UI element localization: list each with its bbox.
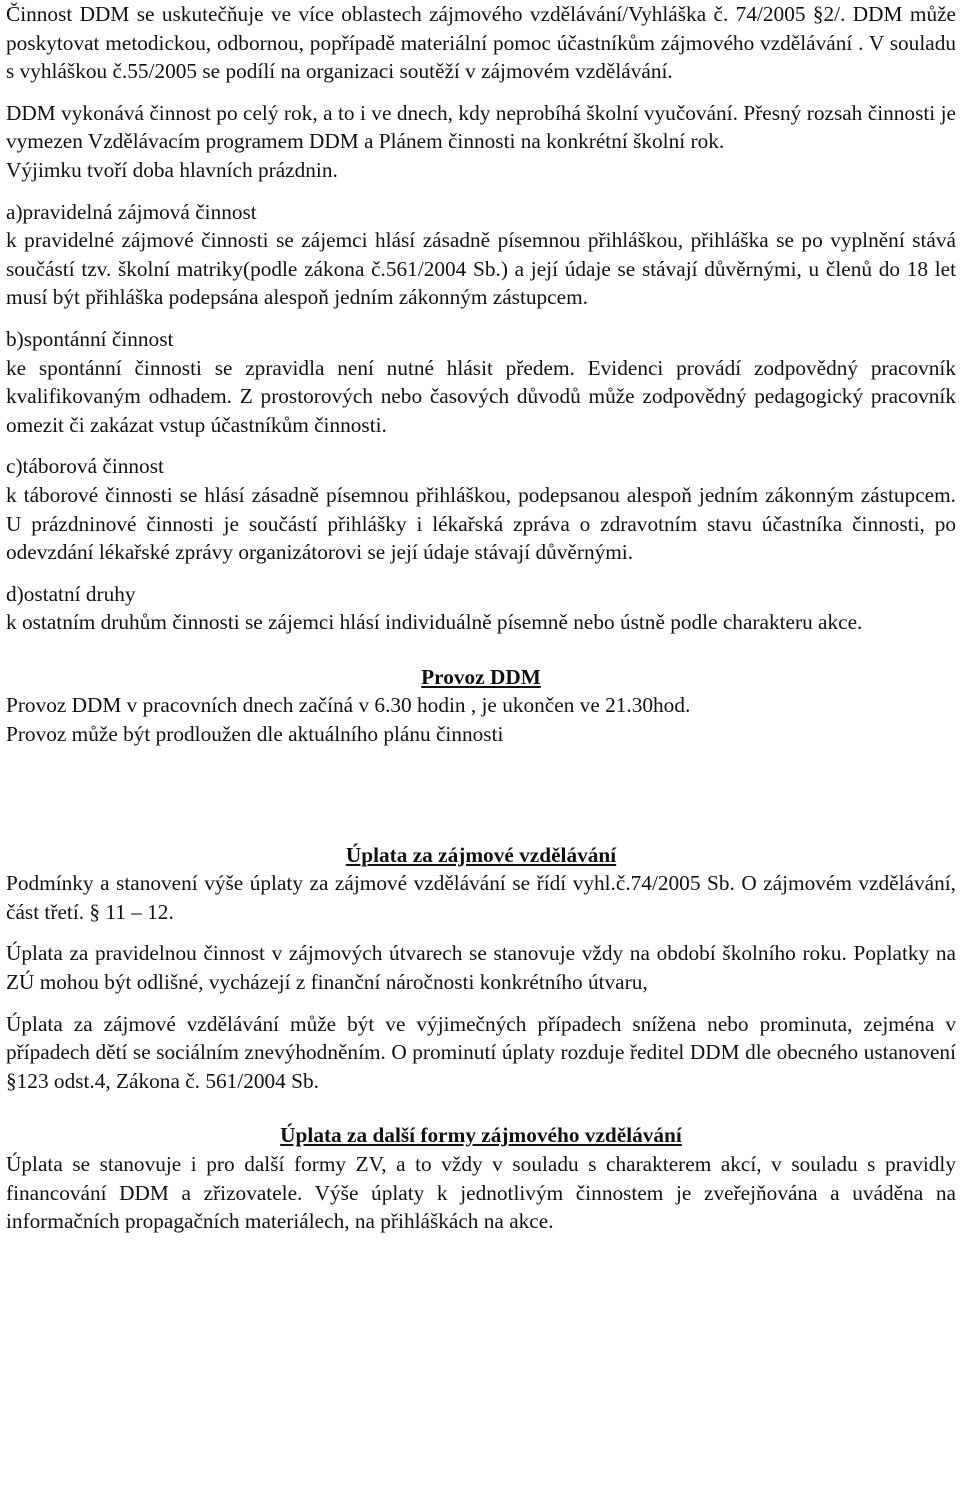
section-d-text: k ostatním druhům činnosti se zájemci hlásí individuálně písemně nebo ústně podle charakteru akce.	[6, 610, 863, 635]
dalsi-formy-heading: Úplata za další formy zájmového vzdělávání	[280, 1123, 682, 1148]
section-b-text: ke spontánní činnosti se zpravidla není nutné hlásit předem. Evidenci provádí zodpovědný pracovník kvalifikovaným odhadem. Z prostorových nebo časových důvodů může zodpovědný pedagogický pracovník omezit či zakázat vstup účastníkům činnosti.	[6, 355, 956, 437]
document-page	[6, 0, 956, 1236]
dalsi-formy-paragraph: Úplata se stanovuje i pro další formy ZV, a to vždy v souladu s charakterem akcí, v souladu s pravidly financování DDM a zřizovatele. Výše úplaty k jednotlivým činnostem je zveřejňována a uváděna na informačních propagačních materiálech, na přihláškách na akce.	[6, 1152, 956, 1234]
section-a-title: a)pravidelná zájmová činnost	[6, 199, 257, 224]
intro-paragraph: DDM vykonává činnost po celý rok, a to i ve dnech, kdy neprobíhá školní vyučování. Přesný rozsah činnosti je vymezen Vzdělávacím programem DDM a Plánem činnosti na konkrétní školní rok.	[6, 100, 956, 154]
provoz-hours: Provoz DDM v pracovních dnech začíná v 6.30 hodin , je ukončen ve 21.30hod.	[6, 693, 691, 718]
section-c-title: c)táborová činnost	[6, 454, 164, 479]
provoz-heading: Provoz DDM	[421, 664, 541, 689]
section-c-text: k táborové činnosti se hlásí zásadně písemnou přihláškou, podepsanou alespoň jedním zákonným zástupcem. U prázdninové činnosti je součástí přihlášky i lékařská zpráva o zdravotním stavu účastníka činnosti, po odevzdání lékařské zprávy organizátorovi se její údaje stávají důvěrnými.	[6, 482, 956, 565]
section-a-text: k pravidelné zájmové činnosti se zájemci hlásí zásadně písemnou přihláškou, přihláška se po vyplnění stává součástí tzv. školní matriky(podle zákona č.561/2004 Sb.) a její údaje se stávají důvěrnými, u členů do 18 let musí být přihláška podepsána alespoň jedním zákonným zástupcem.	[6, 228, 956, 310]
uplata-heading: Úplata za zájmové vzdělávání	[345, 842, 617, 867]
uplata-paragraph: Podmínky a stanovení výše úplaty za zájmové vzdělávání se řídí vyhl.č.74/2005 Sb. O zájmovém vzdělávání, část třetí. § 11 – 12.	[6, 871, 956, 924]
provoz-extension: Provoz může být prodloužen dle aktuálního plánu činnosti	[6, 722, 504, 747]
uplata-paragraph: Úplata za zájmové vzdělávání může být ve výjimečných případech snížena nebo prominuta, zejména v případech dětí se sociálním znevýhodněním. O prominutí úplaty rozduje ředitel DDM dle obecného ustanovení §123 odst.4, Zákona č. 561/2004 Sb.	[6, 1011, 956, 1093]
intro-paragraph: Výjimku tvoří doba hlavních prázdnin.	[6, 157, 338, 182]
intro-paragraph: Činnost DDM se uskutečňuje ve více oblastech zájmového vzdělávání/Vyhláška č. 74/2005 §2/. DDM může poskytovat metodickou, odbornou, popřípadě materiální pomoc účastníkům zájmového vzdělávání . V souladu s vyhláškou č.55/2005 se podílí na organizaci soutěží v zájmovém vzdělávání.	[6, 2, 956, 84]
section-d-title: d)ostatní druhy	[6, 581, 136, 606]
section-b-title: b)spontánní činnost	[6, 326, 174, 351]
uplata-paragraph: Úplata za pravidelnou činnost v zájmových útvarech se stanovuje vždy na období školního roku. Poplatky na ZÚ mohou být odlišné, vycházejí z finanční náročnosti konkrétního útvaru,	[6, 941, 956, 995]
